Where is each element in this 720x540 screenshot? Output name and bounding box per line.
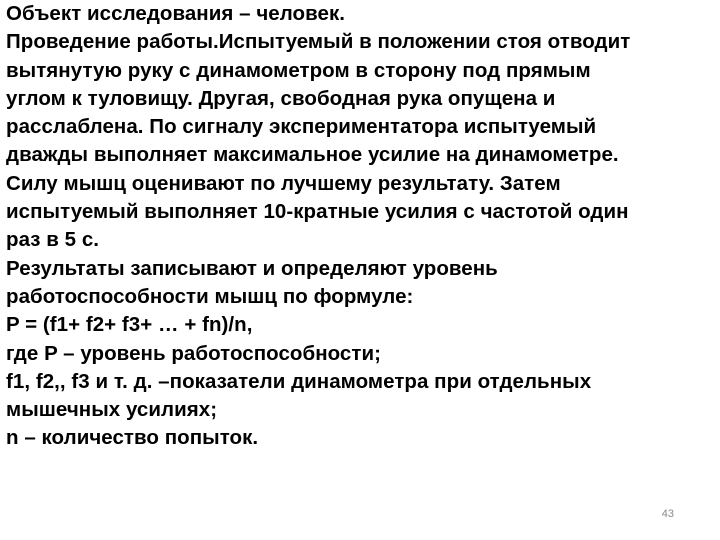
formula-legend-f: f1, f2,, f3 и т. д. –показатели динамометра при отдельных <box>6 369 592 393</box>
text-line: Силу мышц оценивают по лучшему результату. Затем <box>6 171 561 195</box>
slide-text-body <box>6 0 714 453</box>
formula: P = (f1+ f2+ f3+ … + fn)/n, <box>6 313 253 337</box>
text-line: расслаблена. По сигналу экспериментатора испытуемый <box>6 115 597 139</box>
formula-legend-p: где P – уровень работоспособности; <box>6 341 381 365</box>
page-number: 43 <box>661 508 674 520</box>
text-line: работоспособности мышц по формуле: <box>6 284 414 308</box>
text-line-results: Результаты записывают и определяют уровень <box>6 256 498 280</box>
formula-legend-n: n – количество попыток. <box>6 426 259 450</box>
text-line-object: Объект исследования – человек. <box>6 2 346 25</box>
text-line: испытуемый выполняет 10-кратные усилия с частотой один <box>6 200 629 224</box>
text-line: раз в 5 с. <box>6 228 100 252</box>
text-line: углом к туловищу. Другая, свободная рука опущена и <box>6 86 556 110</box>
text-line: дважды выполняет максимальное усилие на динамометре. <box>6 143 619 167</box>
text-line: вытянутую руку с динамометром в сторону под прямым <box>6 58 591 82</box>
text-line-procedure: Проведение работы.Испытуемый в положении стоя отводит <box>6 30 631 54</box>
text-line: мышечных усилиях; <box>6 398 218 422</box>
